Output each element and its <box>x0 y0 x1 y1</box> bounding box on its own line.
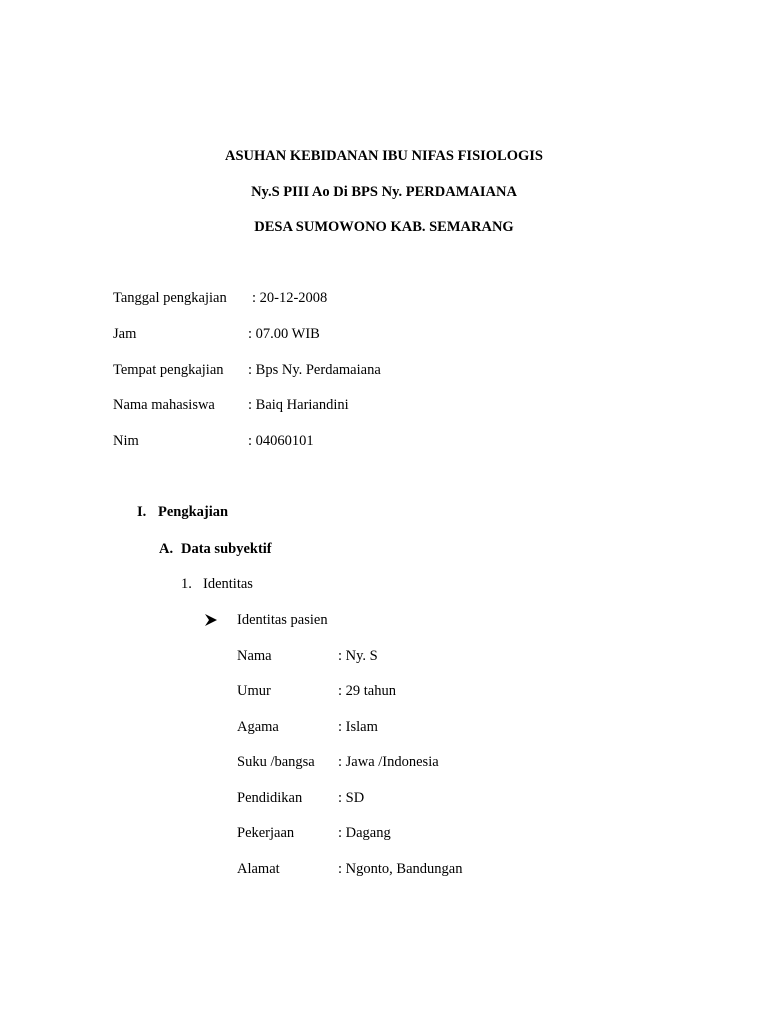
item-number: 1. <box>181 576 192 592</box>
patient-field-value: : Islam <box>338 719 378 735</box>
meta-value: : Baiq Hariandini <box>248 397 349 413</box>
patient-field-value: : 29 tahun <box>338 683 396 699</box>
patient-field-label: Suku /bangsa <box>237 754 315 770</box>
patient-field-label: Umur <box>237 683 271 699</box>
patient-field-value: : Jawa /Indonesia <box>338 754 439 770</box>
subsection-title: Data subyektif <box>181 541 272 557</box>
patient-field-value: : Dagang <box>338 825 391 841</box>
meta-value: : 07.00 WIB <box>248 326 320 342</box>
document-title-line-2: Ny.S PIII Ao Di BPS Ny. PERDAMAIANA <box>251 184 517 200</box>
item-title: Identitas <box>203 576 253 592</box>
patient-field-label: Pekerjaan <box>237 825 295 841</box>
meta-label: Nama mahasiswa <box>113 397 215 413</box>
section-title: Pengkajian <box>158 504 229 520</box>
meta-label: Jam <box>113 326 137 342</box>
bullet-title: Identitas pasien <box>237 612 328 628</box>
patient-field-value: : Ngonto, Bandungan <box>338 861 463 877</box>
patient-field-label: Nama <box>237 648 272 664</box>
arrowhead-bullet-icon <box>204 613 218 627</box>
meta-label: Tempat pengkajian <box>113 362 224 378</box>
patient-field-label: Pendidikan <box>237 790 303 806</box>
patient-field-value: : SD <box>338 790 365 806</box>
meta-label: Nim <box>113 433 139 449</box>
meta-value: : 04060101 <box>248 433 314 449</box>
patient-field-value: : Ny. S <box>338 648 378 664</box>
meta-label: Tanggal pengkajian <box>113 290 227 306</box>
patient-field-label: Agama <box>237 719 279 735</box>
document-title-line-1: ASUHAN KEBIDANAN IBU NIFAS FISIOLOGIS <box>225 148 543 164</box>
subsection-letter: A. <box>159 541 174 557</box>
meta-value: : 20-12-2008 <box>252 290 328 306</box>
section-number: I. <box>137 504 147 520</box>
meta-value: : Bps Ny. Perdamaiana <box>248 362 381 378</box>
document-title-line-3: DESA SUMOWONO KAB. SEMARANG <box>254 219 514 235</box>
patient-field-label: Alamat <box>237 861 280 877</box>
